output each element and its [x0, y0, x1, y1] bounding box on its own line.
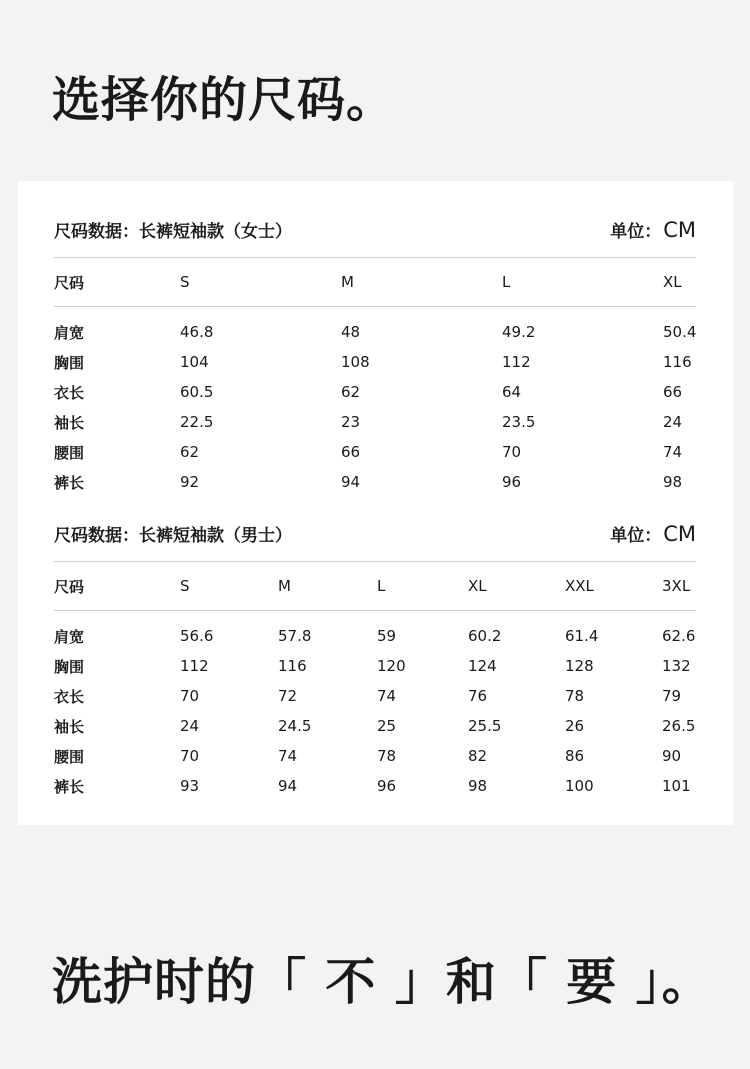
- table-cell: 26.5: [662, 717, 696, 735]
- header-cell: XXL: [565, 562, 662, 611]
- table-cell: 100: [565, 777, 594, 795]
- table-row: [54, 407, 696, 437]
- table-row: [54, 681, 696, 711]
- table-cell: 62.6: [662, 627, 696, 645]
- table-cell: 132: [662, 657, 691, 675]
- header-cell: M: [341, 258, 502, 307]
- table-cell: 86: [565, 747, 585, 765]
- table-cell: 25: [377, 717, 397, 735]
- men-section-title: 尺码数据：长裤短袖款（男士）: [54, 526, 292, 546]
- table-cell: 93: [180, 777, 200, 795]
- table-cell: 64: [502, 383, 522, 401]
- women-section-title: 尺码数据：长裤短袖款（女士）: [54, 222, 292, 242]
- header-cell: 尺码: [54, 258, 180, 307]
- women-unit-label: 单位：: [610, 222, 662, 242]
- row-label: 裤长: [54, 777, 85, 796]
- header-cell: XL: [468, 562, 565, 611]
- table-cell: 124: [468, 657, 497, 675]
- table-cell: 78: [565, 687, 585, 705]
- table-cell: 72: [278, 687, 298, 705]
- women-size-table: [54, 258, 696, 497]
- table-row: [54, 347, 696, 377]
- table-cell: 24: [663, 413, 683, 431]
- row-label: 肩宽: [54, 323, 85, 342]
- row-label: 腰围: [54, 443, 85, 462]
- table-cell: 24: [180, 717, 200, 735]
- table-row: [54, 467, 696, 497]
- header-cell: 3XL: [662, 562, 696, 611]
- table-cell: 92: [180, 473, 200, 491]
- table-cell: 74: [278, 747, 298, 765]
- table-row: [54, 711, 696, 741]
- table-cell: 112: [502, 353, 531, 371]
- table-cell: 76: [468, 687, 488, 705]
- table-cell: 50.4: [663, 323, 697, 341]
- table-cell: 112: [180, 657, 209, 675]
- table-row: [54, 651, 696, 681]
- header-cell: L: [377, 562, 468, 611]
- table-cell: 128: [565, 657, 594, 675]
- size-chart-card: [18, 181, 733, 825]
- men-unit-label: 单位：: [610, 526, 662, 546]
- table-cell: 26: [565, 717, 585, 735]
- header-cell: 尺码: [54, 562, 180, 611]
- table-cell: 82: [468, 747, 488, 765]
- table-cell: 101: [662, 777, 691, 795]
- table-row: [54, 741, 696, 771]
- table-cell: 23: [341, 413, 361, 431]
- table-cell: 46.8: [180, 323, 214, 341]
- header-cell: XL: [663, 258, 696, 307]
- row-label: 袖长: [54, 717, 85, 736]
- table-row: [54, 377, 696, 407]
- table-cell: 90: [662, 747, 682, 765]
- table-row: [54, 437, 696, 467]
- women-unit-value: CM: [663, 218, 696, 242]
- table-cell: 98: [663, 473, 683, 491]
- table-row: [54, 307, 696, 348]
- table-cell: 60.5: [180, 383, 214, 401]
- table-cell: 98: [468, 777, 488, 795]
- row-label: 衣长: [54, 383, 85, 402]
- header-cell: L: [502, 258, 663, 307]
- table-cell: 25.5: [468, 717, 502, 735]
- table-cell: 116: [663, 353, 692, 371]
- table-cell: 61.4: [565, 627, 599, 645]
- table-row: [54, 771, 696, 801]
- row-label: 肩宽: [54, 627, 85, 646]
- women-size-section: [54, 213, 696, 497]
- table-cell: 70: [180, 687, 200, 705]
- row-label: 袖长: [54, 413, 85, 432]
- table-cell: 94: [278, 777, 298, 795]
- table-header-row: [54, 258, 696, 307]
- table-cell: 94: [341, 473, 361, 491]
- care-section-title: 洗护时的「 不 」和「 要 」。: [52, 953, 713, 1011]
- table-cell: 70: [502, 443, 522, 461]
- table-cell: 23.5: [502, 413, 536, 431]
- table-cell: 48: [341, 323, 361, 341]
- table-cell: 24.5: [278, 717, 312, 735]
- men-unit-value: CM: [663, 522, 696, 546]
- row-label: 裤长: [54, 473, 85, 492]
- table-cell: 96: [377, 777, 397, 795]
- table-cell: 57.8: [278, 627, 312, 645]
- table-cell: 108: [341, 353, 370, 371]
- table-cell: 60.2: [468, 627, 502, 645]
- table-cell: 70: [180, 747, 200, 765]
- table-cell: 56.6: [180, 627, 214, 645]
- table-cell: 22.5: [180, 413, 214, 431]
- header-cell: S: [180, 258, 341, 307]
- men-size-table: [54, 562, 696, 801]
- table-cell: 78: [377, 747, 397, 765]
- row-label: 胸围: [54, 353, 85, 372]
- table-cell: 116: [278, 657, 307, 675]
- table-cell: 62: [341, 383, 361, 401]
- table-cell: 66: [663, 383, 683, 401]
- table-cell: 79: [662, 687, 682, 705]
- row-label: 衣长: [54, 687, 85, 706]
- row-label: 胸围: [54, 657, 85, 676]
- table-header-row: [54, 562, 696, 611]
- table-cell: 104: [180, 353, 209, 371]
- table-cell: 49.2: [502, 323, 536, 341]
- table-cell: 66: [341, 443, 361, 461]
- page-title: 选择你的尺码。: [52, 72, 396, 128]
- row-label: 腰围: [54, 747, 85, 766]
- men-size-section: [54, 517, 696, 801]
- table-cell: 59: [377, 627, 397, 645]
- table-cell: 96: [502, 473, 522, 491]
- women-unit: [610, 217, 696, 242]
- men-unit: [610, 521, 696, 546]
- table-cell: 120: [377, 657, 406, 675]
- men-section-header: [54, 517, 696, 562]
- header-cell: M: [278, 562, 377, 611]
- table-row: [54, 611, 696, 652]
- table-cell: 74: [377, 687, 397, 705]
- table-cell: 74: [663, 443, 683, 461]
- table-cell: 62: [180, 443, 200, 461]
- women-section-header: [54, 213, 696, 258]
- header-cell: S: [180, 562, 278, 611]
